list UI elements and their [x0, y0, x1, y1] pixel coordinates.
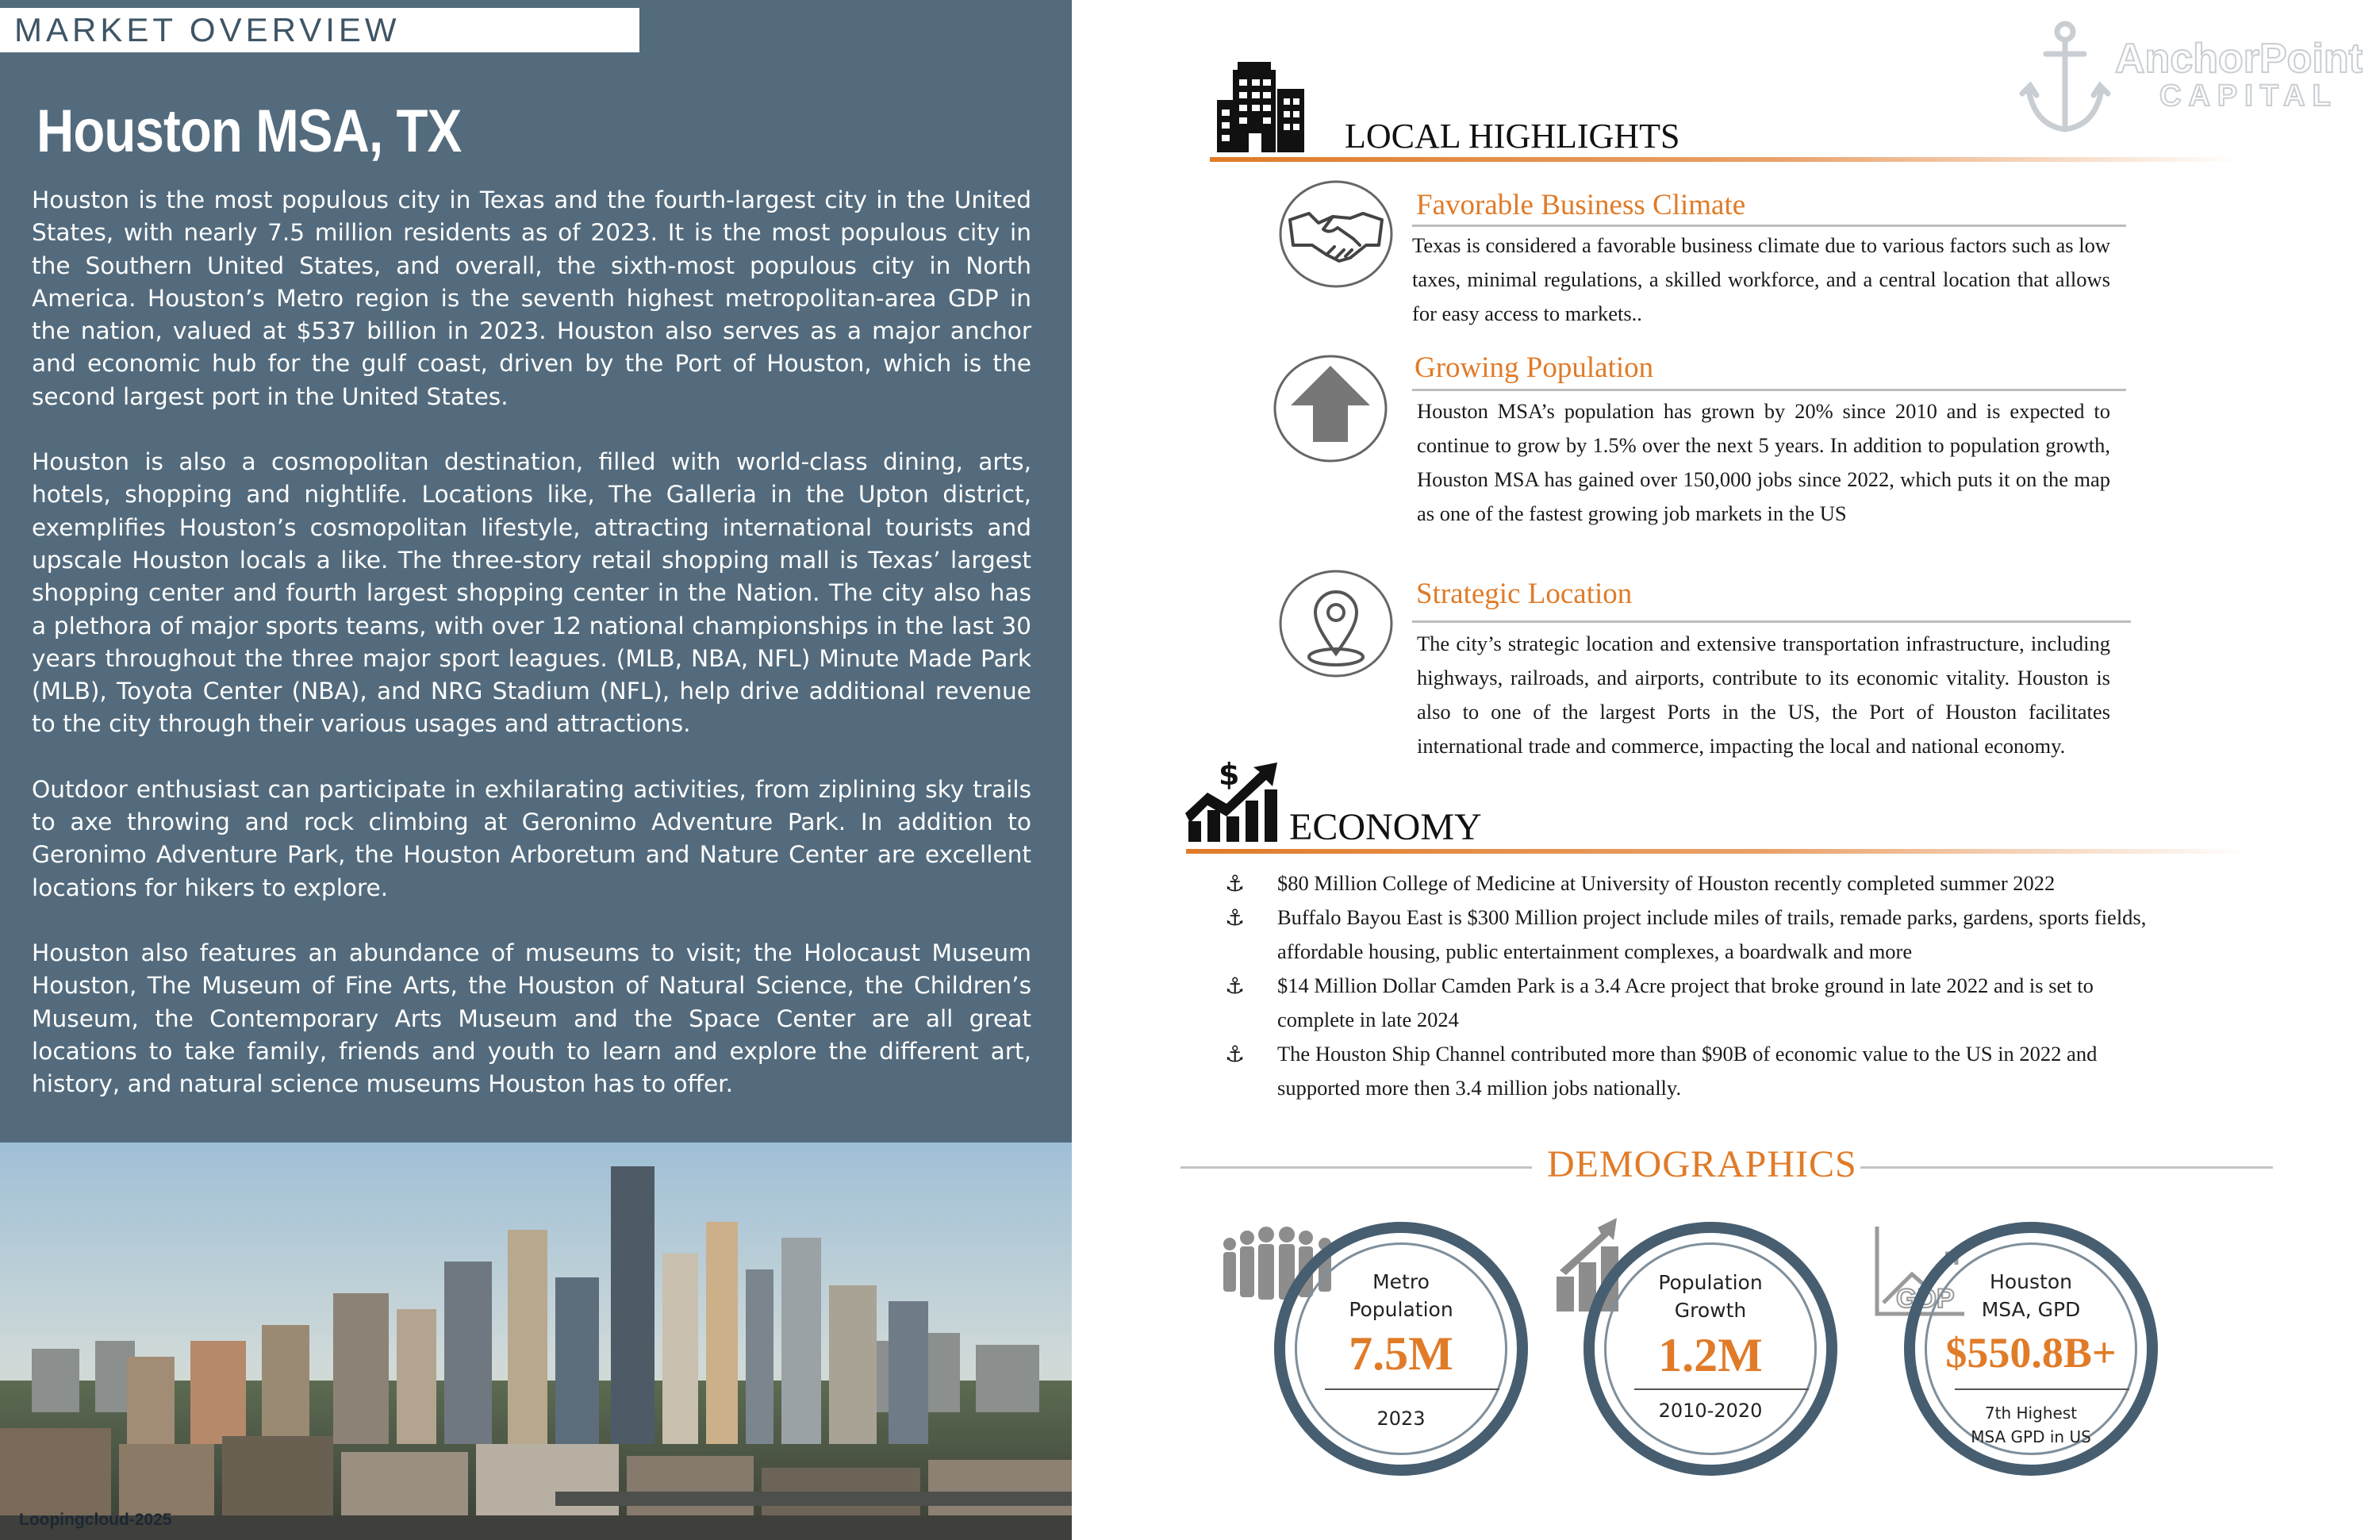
stat-divider	[1634, 1388, 1809, 1390]
stat-note: MSA GPD in US	[1971, 1427, 2091, 1446]
highlight-rule	[1412, 620, 2131, 623]
economy-bullet-list	[1214, 866, 2174, 1105]
msa-gdp-stat	[1904, 1222, 2158, 1476]
market-overview-panel	[0, 0, 1072, 1540]
anchor-bullet-icon: ⚓	[1225, 904, 1246, 931]
highlight-text: The city’s strategic location and extensive transportation infrastructure, including highways, railroads, and airports, contribute to its economic vitality. Houston is also to one of the largest Ports in the US, the Port of Houston facilitates international trade and commerce, impacting the local and national economy.	[1417, 632, 2110, 758]
overview-paragraph: Outdoor enthusiast can participate in exhilarating activities, from ziplining sky trails to axe throwing and rock climbing at Geronimo Adventure Park. In addition to Geronimo Adventure Park, the Houston Arboretum and Nature Center are excellent locations for hikers to explore.	[32, 775, 1031, 901]
market-overview-label: MARKET OVERVIEW	[14, 11, 401, 48]
metro-population-stat	[1274, 1222, 1528, 1476]
demographics-rule-right	[1860, 1166, 2273, 1169]
overview-body	[32, 184, 1031, 1133]
overview-paragraph: Houston is also a cosmopolitan destination, filled with world-class dining, arts, hotels, shopping and nightlife. Locations like, The Galleria in the Upton district, exemplifies Houston’s cosmopolitan lifestyle, attracting international tourists and upscale Houston locals a like. The three-story retail shopping mall is Texas’ largest shopping center and fourth largest shopping center in the Nation. The city also has a plethora of major sports teams, with over 12 national championships in the last 30 years throughout the three major sport leagues. (MLB, NBA, NFL) Minute Made Park (MLB), Toyota Center (NBA), and NRG Stadium (NFL), help drive additional revenue to the city through their various usages and attractions.	[32, 448, 1031, 738]
overview-paragraph: Houston is the most populous city in Texas and the fourth-largest city in the United States, with nearly 7.5 million residents as of 2023. It is the most populous city in the Southern United States, and overall, the sixth-most populous city in North America. Houston’s Metro region is the seventh highest metropolitan-area GDP in the nation, valued at $537 billion in 2023. Houston also serves as a major anchor and economic hub for the gulf coast, driven by the Port of Houston, which is the second largest port in the United States.	[32, 186, 1031, 410]
anchor-bullet-icon: ⚓	[1225, 973, 1246, 999]
economy-bullet-text: $80 Million College of Medicine at University of Houston recently completed summer 2022	[1277, 871, 2056, 895]
highlight-title: Strategic Location	[1416, 578, 1633, 610]
handshake-icon	[1277, 179, 1395, 290]
list-item	[1214, 969, 2174, 1037]
svg-text:$: $	[1219, 758, 1240, 792]
economy-heading: ECONOMY	[1289, 806, 1482, 848]
overview-paragraph: Houston also features an abundance of museums to visit; the Holocaust Museum Houston, The Museum of Fine Arts, the Houston of Natural Science, the Children’s Museum, the Contemporary Arts Museum and the Space Center are all great locations to take family, friends and youth to learn and explore the different art, history, and natural science museums Houston has to offer.	[32, 939, 1031, 1098]
list-item	[1214, 866, 2174, 901]
stat-year: 2010-2020	[1658, 1400, 1763, 1422]
page-title: Houston MSA, TX	[36, 98, 462, 165]
population-growth-stat	[1583, 1222, 1837, 1476]
stat-value: 7.5M	[1349, 1327, 1453, 1380]
anchor-bullet-icon: ⚓	[1225, 870, 1246, 897]
map-pin-icon	[1277, 568, 1395, 679]
local-highlights-heading: LOCAL HIGHLIGHTS	[1345, 117, 1680, 156]
demographics-heading: DEMOGRAPHICS	[1547, 1143, 1857, 1185]
economy-bullet-text: $14 Million Dollar Camden Park is a 3.4 Acre project that broke ground in late 2022 and is set to complete in late 2024	[1277, 974, 2094, 1031]
stat-label: Population	[1349, 1298, 1453, 1321]
list-item	[1214, 901, 2174, 969]
economy-chart-icon	[1184, 758, 1284, 843]
logo-name: AnchorPoint	[2115, 36, 2363, 82]
stat-value: $550.8B+	[1945, 1329, 2117, 1377]
stat-label: Houston	[1990, 1270, 2072, 1293]
houston-skyline-photo	[0, 1143, 1072, 1540]
anchor-bullet-icon: ⚓	[1225, 1041, 1246, 1067]
stat-divider	[1955, 1388, 2129, 1390]
gdp-icon-text: GDP	[1896, 1284, 1955, 1314]
highlight-rule	[1412, 225, 2126, 227]
highlight-title: Favorable Business Climate	[1416, 189, 1746, 221]
highlight-rule	[1412, 389, 2126, 391]
photo-credit: Loopingcloud-2025	[19, 1511, 172, 1529]
economy-bullet-text: Buffalo Bayou East is $300 Million project include miles of trails, remade parks, gardens, sports fields, affordable housing, public entertainment complexes, a boardwalk and more	[1277, 905, 2147, 963]
highlight-title: Growing Population	[1415, 351, 1654, 384]
economy-rule	[1186, 849, 2249, 854]
demographics-rule-left	[1180, 1166, 1532, 1169]
highlight-text: Houston MSA’s population has grown by 20% since 2010 and is expected to continue to grow by 1.5% over the next 5 years. In addition to population growth, Houston MSA has gained over 150,000 jobs since 2022, which puts it on the map as one of the fastest growing job markets in the US	[1417, 399, 2110, 525]
list-item	[1214, 1037, 2174, 1105]
highlights-rule	[1210, 157, 2241, 162]
building-icon	[1212, 57, 1309, 154]
stat-note: 7th Highest	[1984, 1404, 2078, 1423]
market-overview-banner	[0, 8, 639, 52]
logo-subtitle: CAPITAL	[2159, 79, 2338, 113]
arrow-up-icon	[1272, 353, 1389, 464]
stat-label: Population	[1658, 1271, 1763, 1294]
stat-label: Metro	[1372, 1270, 1430, 1293]
economy-bullet-text: The Houston Ship Channel contributed more than $90B of economic value to the US in 2022 and supported more then 3.4 million jobs nationally.	[1277, 1042, 2098, 1100]
stat-divider	[1325, 1388, 1499, 1390]
stat-value: 1.2M	[1658, 1329, 1763, 1381]
stat-label: MSA, GPD	[1981, 1298, 2081, 1321]
stat-year: 2023	[1376, 1408, 1426, 1430]
highlight-text: Texas is considered a favorable business climate due to various factors such as low taxes, minimal regulations, a skilled workforce, and a central location that allows for easy access to markets..	[1412, 233, 2110, 325]
stat-label: Growth	[1674, 1299, 1747, 1322]
